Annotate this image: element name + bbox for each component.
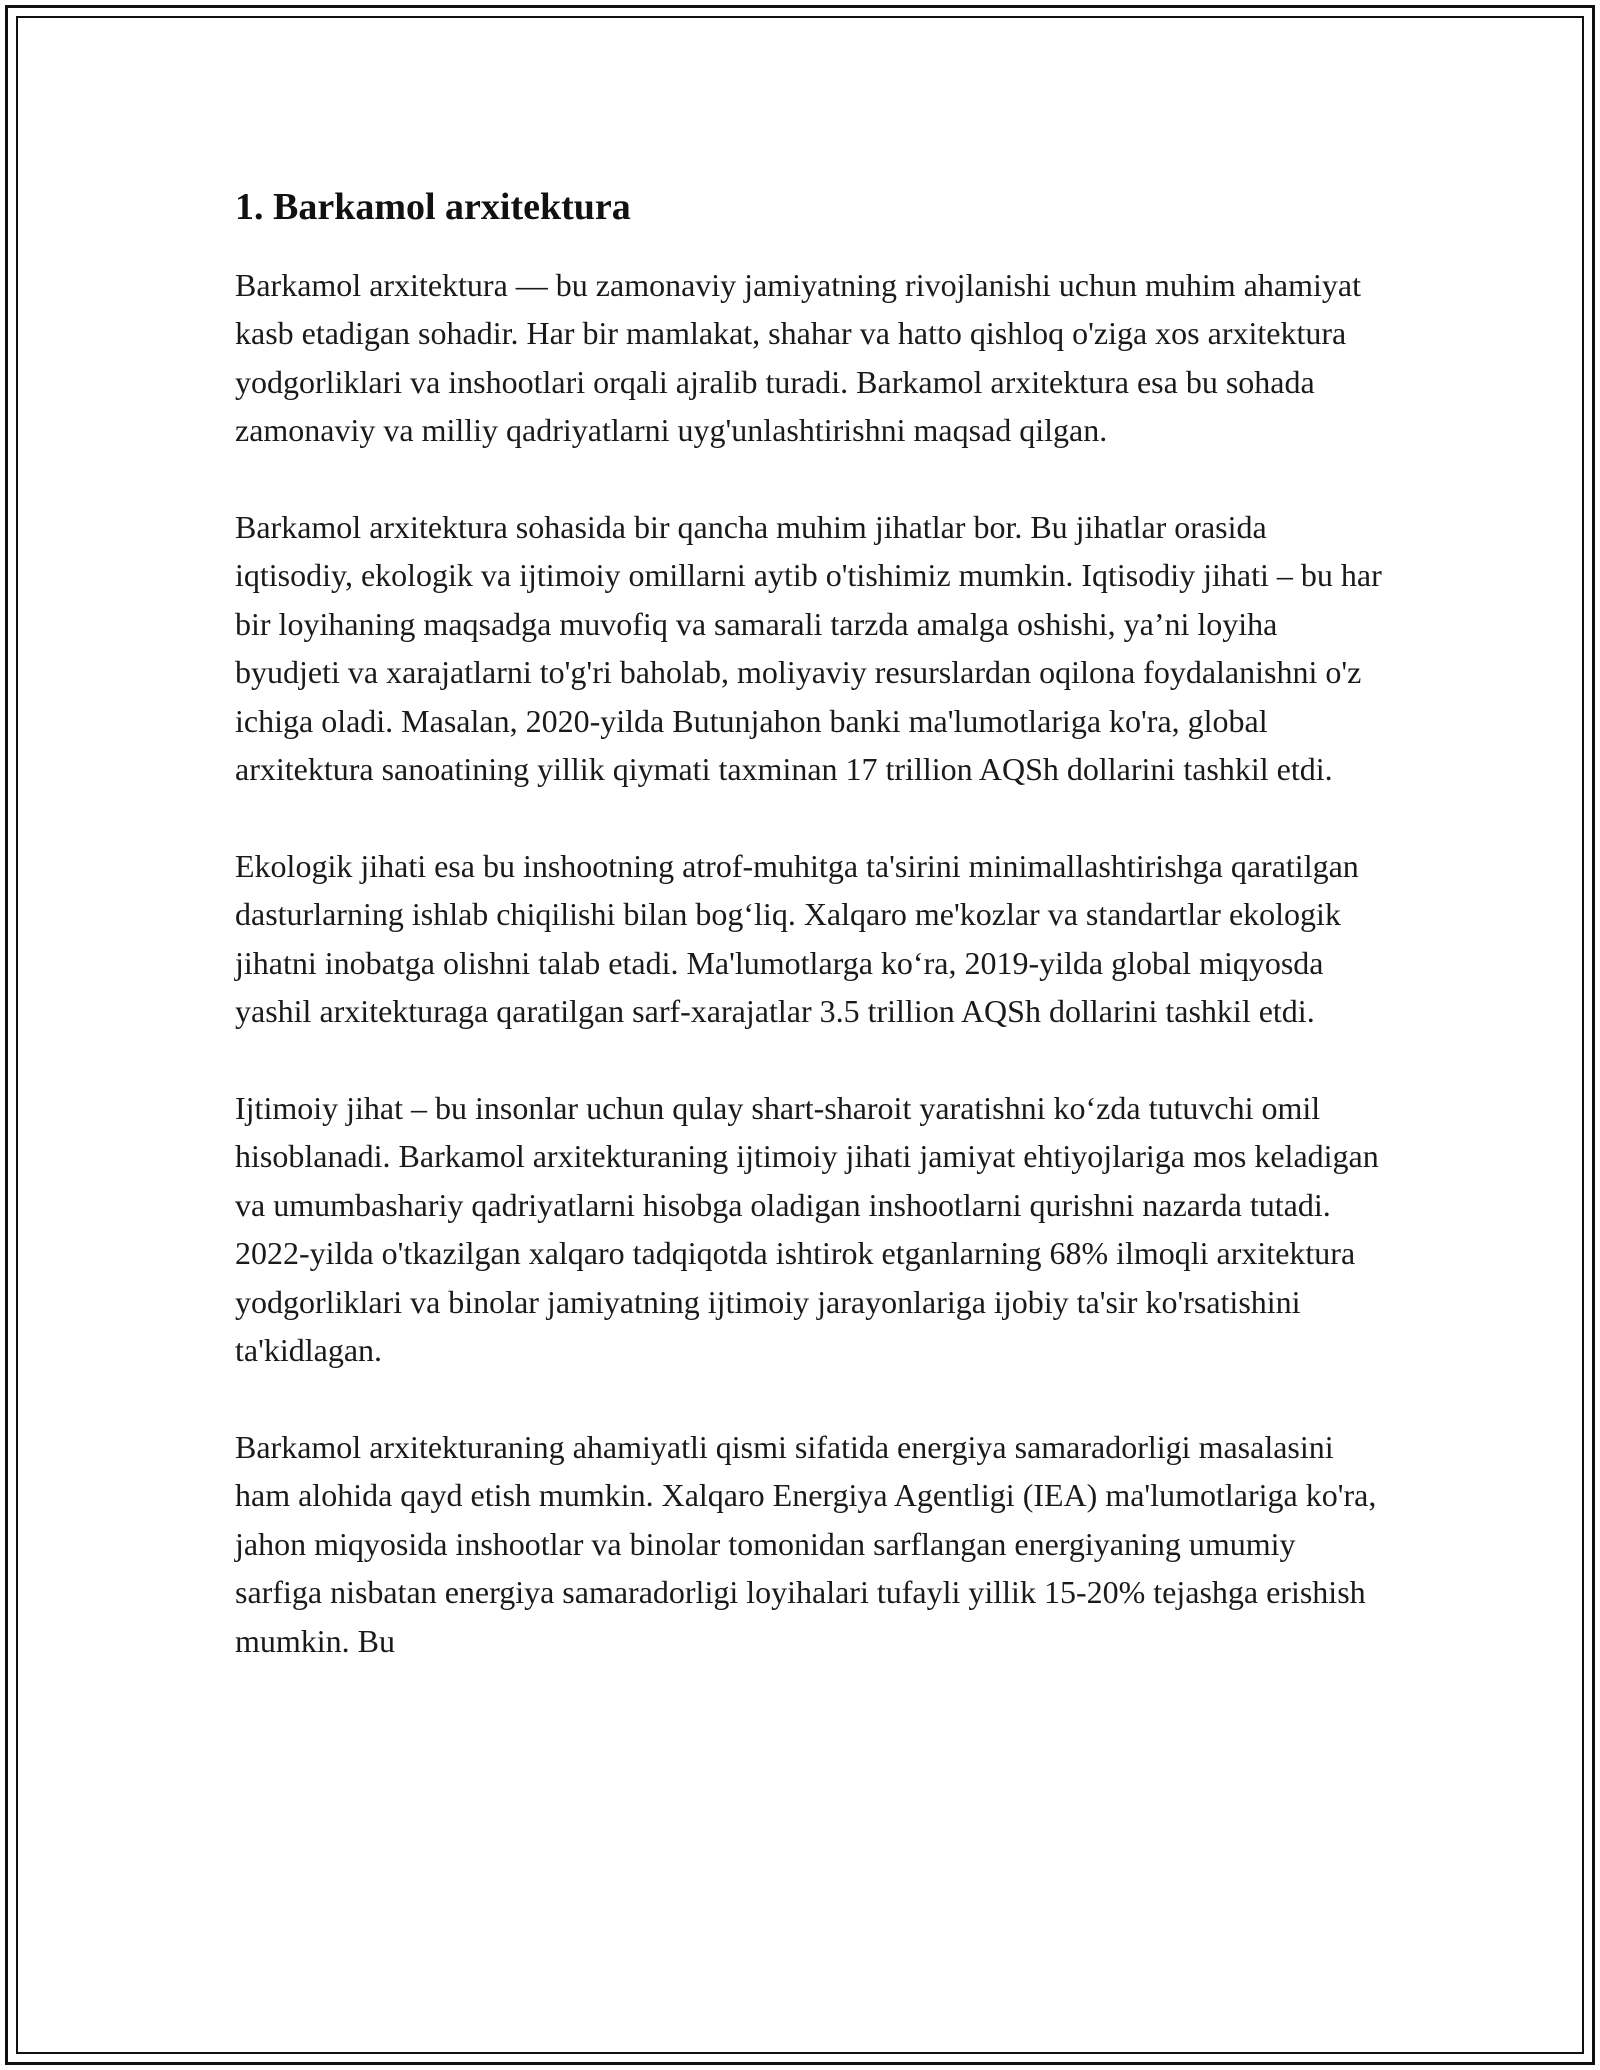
paragraph-energy: Barkamol arxitekturaning ahamiyatli qismi sifatida energiya samaradorligi masalasini ham alohida qayd etish mumkin. Xalqaro Energiya Agentligi (IEA) ma'lumotlariga ko'ra, jahon miqyosida inshootlar va binolar tomonidan sarflangan energiyaning umumiy sarfiga nisbatan energiya samaradorligi loyihalari tufayli yillik 15-20% tejashga erishish mumkin. Bu	[235, 1428, 1377, 1659]
paragraph-economic: Barkamol arxitektura sohasida bir qancha muhim jihatlar bor. Bu jihatlar orasida iqtisodiy, ekologik va ijtimoiy omillarni aytib o'tishimiz mumkin. Iqtisodiy jihati – bu har bir loyihaning maqsadga muvofiq va samarali tarzda amalga oshishi, ya’ni loyiha byudjeti va xarajatlarni to'g'ri baholab, moliyaviy resurslardan oqilona foydalanishni o'z ichiga oladi. Masalan, 2020-yilda Butunjahon banki ma'lumotlariga ko'ra, global arxitektura sanoatining yillik qiymati taxminan 17 trillion AQSh dollarini tashkil etdi.	[235, 508, 1382, 788]
section-title: 1. Barkamol arxitektura	[235, 186, 631, 228]
paragraph-intro: Barkamol arxitektura — bu zamonaviy jamiyatning rivojlanishi uchun muhim ahamiyat kasb etadigan sohadir. Har bir mamlakat, shahar va hatto qishloq o'ziga xos arxitektura yodgorliklari va inshootlari orqali ajralib turadi. Barkamol arxitektura esa bu sohada zamonaviy va milliy qadriyatlarni uyg'unlashtirishni maqsad qilgan.	[235, 266, 1361, 449]
paragraph-ecological: Ekologik jihati esa bu inshootning atrof-muhitga ta'sirini minimallashtirishga qaratilgan dasturlarning ishlab chiqilishi bilan bog‘liq. Xalqaro me'kozlar va standartlar ekologik jihatni inobatga olishni talab etadi. Ma'lumotlarga ko‘ra, 2019-yilda global miqyosda yashil arxitekturaga qaratilgan sarf-xarajatlar 3.5 trillion AQSh dollarini tashkil etdi.	[235, 847, 1359, 1030]
document-body	[235, 185, 1390, 1713]
paragraph-social: Ijtimoiy jihat – bu insonlar uchun qulay shart-sharoit yaratishni ko‘zda tutuvchi omil hisoblanadi. Barkamol arxitekturaning ijtimoiy jihati jamiyat ehtiyojlariga mos keladigan va umumbashariy qadriyatlarni hisobga oladigan inshootlarni qurishni nazarda tutadi. 2022-yilda o'tkazilgan xalqaro tadqiqotda ishtirok etganlarning 68% ilmoqli arxitektura yodgorliklari va binolar jamiyatning ijtimoiy jarayonlariga ijobiy ta'sir ko'rsatishini ta'kidlagan.	[235, 1089, 1379, 1369]
